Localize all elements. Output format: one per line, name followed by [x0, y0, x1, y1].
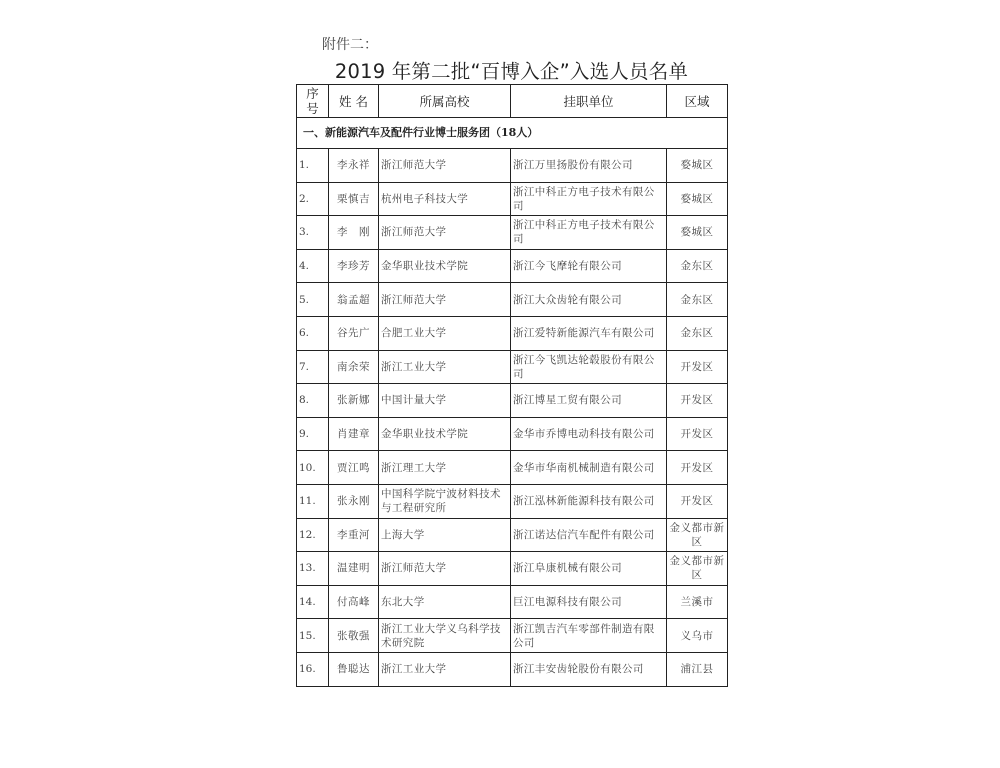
- row-region: 婺城区: [667, 149, 728, 183]
- row-unit: 金华市华南机械制造有限公司: [511, 451, 667, 485]
- table-row: [297, 316, 728, 350]
- row-unit: 浙江诺达信汽车配件有限公司: [511, 518, 667, 552]
- table-row: [297, 350, 728, 384]
- document-title: 2019 年第二批“百博入企”入选人员名单: [334, 60, 689, 83]
- table-row: [297, 149, 728, 183]
- row-school: 合肥工业大学: [379, 316, 511, 350]
- row-school: 浙江工业大学义乌科学技术研究院: [379, 619, 511, 653]
- row-index: 2.: [297, 182, 329, 216]
- row-name: 谷先广: [329, 316, 379, 350]
- row-region: 开发区: [667, 484, 728, 518]
- row-index: 4.: [297, 249, 329, 283]
- row-index: 12.: [297, 518, 329, 552]
- table-row: [297, 182, 728, 216]
- row-name: 张永刚: [329, 484, 379, 518]
- row-unit: 巨江电源科技有限公司: [511, 585, 667, 619]
- row-region: 开发区: [667, 384, 728, 418]
- row-region: 金东区: [667, 249, 728, 283]
- row-school: 东北大学: [379, 585, 511, 619]
- table-row: [297, 619, 728, 653]
- row-unit: 浙江凯吉汽车零部件制造有限公司: [511, 619, 667, 653]
- row-school: 浙江理工大学: [379, 451, 511, 485]
- row-school: 金华职业技术学院: [379, 249, 511, 283]
- table-row: [297, 249, 728, 283]
- row-index: 14.: [297, 585, 329, 619]
- row-school: 浙江工业大学: [379, 350, 511, 384]
- row-name: 翁孟超: [329, 283, 379, 317]
- row-school: 中国科学院宁波材料技术与工程研究所: [379, 484, 511, 518]
- row-school: 上海大学: [379, 518, 511, 552]
- row-unit: 浙江阜康机械有限公司: [511, 552, 667, 586]
- roster-table: [296, 84, 728, 687]
- row-name: 南余荣: [329, 350, 379, 384]
- table-row: [297, 417, 728, 451]
- row-index: 15.: [297, 619, 329, 653]
- row-region: 兰溪市: [667, 585, 728, 619]
- row-name: 鲁聪达: [329, 652, 379, 686]
- row-name: 温建明: [329, 552, 379, 586]
- row-school: 金华职业技术学院: [379, 417, 511, 451]
- row-index: 3.: [297, 216, 329, 250]
- row-school: 中国计量大学: [379, 384, 511, 418]
- row-name: 李 刚: [329, 216, 379, 250]
- attachment-label: 附件二：: [322, 37, 378, 53]
- row-school: 浙江师范大学: [379, 149, 511, 183]
- row-unit: 浙江爱特新能源汽车有限公司: [511, 316, 667, 350]
- header-index-line2: 号: [306, 101, 319, 116]
- row-unit: 浙江大众齿轮有限公司: [511, 283, 667, 317]
- row-unit: 浙江今飞凯达轮毂股份有限公司: [511, 350, 667, 384]
- row-index: 11.: [297, 484, 329, 518]
- row-name: 栗慎吉: [329, 182, 379, 216]
- row-index: 10.: [297, 451, 329, 485]
- row-region: 义乌市: [667, 619, 728, 653]
- row-name: 贾江鸣: [329, 451, 379, 485]
- row-school: 浙江师范大学: [379, 283, 511, 317]
- header-school: 所属高校: [379, 85, 511, 118]
- row-index: 6.: [297, 316, 329, 350]
- header-region: 区域: [667, 85, 728, 118]
- header-row: [297, 85, 728, 118]
- row-name: 肖建章: [329, 417, 379, 451]
- row-index: 1.: [297, 149, 329, 183]
- row-school: 浙江工业大学: [379, 652, 511, 686]
- row-region: 金东区: [667, 283, 728, 317]
- row-region: 浦江县: [667, 652, 728, 686]
- table-row: [297, 518, 728, 552]
- row-unit: 浙江中科正方电子技术有限公司: [511, 182, 667, 216]
- row-region: 开发区: [667, 451, 728, 485]
- row-index: 16.: [297, 652, 329, 686]
- header-index: [297, 85, 329, 118]
- row-unit: 浙江丰安齿轮股份有限公司: [511, 652, 667, 686]
- table-row: [297, 216, 728, 250]
- row-index: 7.: [297, 350, 329, 384]
- header-name: 姓 名: [329, 85, 379, 118]
- row-unit: 浙江今飞摩轮有限公司: [511, 249, 667, 283]
- row-name: 付高峰: [329, 585, 379, 619]
- row-unit: 浙江博星工贸有限公司: [511, 384, 667, 418]
- row-region: 婺城区: [667, 216, 728, 250]
- section-row: [297, 118, 728, 149]
- table-row: [297, 552, 728, 586]
- row-index: 9.: [297, 417, 329, 451]
- row-region: 开发区: [667, 350, 728, 384]
- row-school: 浙江师范大学: [379, 552, 511, 586]
- header-index-line1: 序: [306, 86, 319, 101]
- row-name: 李珍芳: [329, 249, 379, 283]
- row-unit: 浙江泓林新能源科技有限公司: [511, 484, 667, 518]
- row-region: 婺城区: [667, 182, 728, 216]
- row-region: 金义都市新区: [667, 518, 728, 552]
- row-school: 杭州电子科技大学: [379, 182, 511, 216]
- row-unit: 浙江中科正方电子技术有限公司: [511, 216, 667, 250]
- row-index: 5.: [297, 283, 329, 317]
- table-row: [297, 384, 728, 418]
- section-title: 一、新能源汽车及配件行业博士服务团（18人）: [297, 118, 728, 149]
- row-name: 李重河: [329, 518, 379, 552]
- row-region: 开发区: [667, 417, 728, 451]
- row-unit: 浙江万里扬股份有限公司: [511, 149, 667, 183]
- row-index: 8.: [297, 384, 329, 418]
- row-name: 张新娜: [329, 384, 379, 418]
- header-unit: 挂职单位: [511, 85, 667, 118]
- row-school: 浙江师范大学: [379, 216, 511, 250]
- row-name: 李永祥: [329, 149, 379, 183]
- table-row: [297, 585, 728, 619]
- table-row: [297, 283, 728, 317]
- row-unit: 金华市乔博电动科技有限公司: [511, 417, 667, 451]
- row-name: 张敬强: [329, 619, 379, 653]
- table-row: [297, 652, 728, 686]
- row-index: 13.: [297, 552, 329, 586]
- table-row: [297, 484, 728, 518]
- row-region: 金义都市新区: [667, 552, 728, 586]
- row-region: 金东区: [667, 316, 728, 350]
- table-row: [297, 451, 728, 485]
